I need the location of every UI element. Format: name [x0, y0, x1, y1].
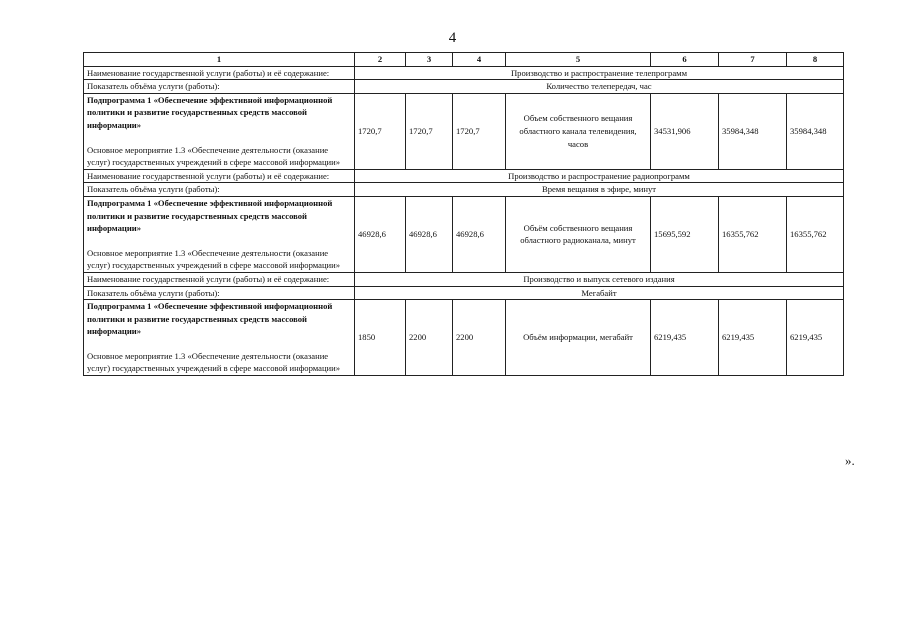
service-name-label: Наименование государственной услуги (работы) и её содержание:	[84, 66, 355, 80]
header-cell-1: 1	[84, 53, 355, 67]
value-col7: 6219,435	[719, 300, 787, 376]
service-name-value: Производство и распространение телепрограмм	[355, 66, 844, 80]
header-cell-3: 3	[406, 53, 453, 67]
service-name-row	[84, 66, 844, 80]
indicator-row	[84, 183, 844, 197]
program-cell	[84, 196, 355, 272]
activity-text: Основное мероприятие 1.3 «Обеспечение деятельности (оказание услуг) государственных учреждений в сфере массовой информации»	[87, 247, 341, 271]
program-cell	[84, 300, 355, 376]
header-row	[84, 53, 844, 67]
activity-text: Основное мероприятие 1.3 «Обеспечение деятельности (оказание услуг) государственных учреждений в сфере массовой информации»	[87, 144, 341, 168]
header-cell-2: 2	[355, 53, 406, 67]
program-title: Подпрограмма 1 «Обеспечение эффективной информационной политики и развитие государственных средств массовой информации»	[87, 94, 333, 130]
service-name-row	[84, 272, 844, 286]
value-col8: 16355,762	[787, 196, 844, 272]
volume-description: Объем собственного вещания областного канала телевидения, часов	[506, 93, 651, 169]
program-title: Подпрограмма 1 «Обеспечение эффективной информационной политики и развитие государственных средств массовой информации»	[87, 197, 333, 234]
value-col2: 1850	[355, 300, 406, 376]
program-title: Подпрограмма 1 «Обеспечение эффективной информационной политики и развитие государственных средств массовой информации»	[87, 301, 333, 337]
indicator-value: Время вещания в эфире, минут	[355, 183, 844, 197]
value-col2: 1720,7	[355, 93, 406, 169]
value-col7: 35984,348	[719, 93, 787, 169]
value-col7: 16355,762	[719, 196, 787, 272]
service-name-label: Наименование государственной услуги (работы) и её содержание:	[84, 169, 355, 183]
value-col4: 2200	[453, 300, 506, 376]
service-name-value: Производство и выпуск сетевого издания	[355, 272, 844, 286]
service-name-value: Производство и распространение радиопрограмм	[355, 169, 844, 183]
value-col6: 6219,435	[651, 300, 719, 376]
value-col3: 2200	[406, 300, 453, 376]
program-cell	[84, 93, 355, 169]
header-cell-5: 5	[506, 53, 651, 67]
value-col8: 35984,348	[787, 93, 844, 169]
header-cell-6: 6	[651, 53, 719, 67]
value-col8: 6219,435	[787, 300, 844, 376]
indicator-row	[84, 80, 844, 94]
value-col4: 46928,6	[453, 196, 506, 272]
indicator-label: Показатель объёма услуги (работы):	[84, 80, 355, 94]
service-name-row	[84, 169, 844, 183]
program-row	[84, 300, 844, 376]
header-cell-4: 4	[453, 53, 506, 67]
services-table	[83, 52, 844, 376]
indicator-label: Показатель объёма услуги (работы):	[84, 183, 355, 197]
value-col2: 46928,6	[355, 196, 406, 272]
page-number: 4	[448, 30, 457, 46]
indicator-label: Показатель объёма услуги (работы):	[84, 286, 355, 300]
activity-text: Основное мероприятие 1.3 «Обеспечение деятельности (оказание услуг) государственных учреждений в сфере массовой информации»	[87, 350, 341, 374]
program-row	[84, 93, 844, 169]
indicator-row	[84, 286, 844, 300]
value-col6: 15695,592	[651, 196, 719, 272]
value-col6: 34531,906	[651, 93, 719, 169]
volume-description: Объём информации, мегабайт	[506, 300, 651, 376]
value-col3: 46928,6	[406, 196, 453, 272]
indicator-value: Количество телепередач, час	[355, 80, 844, 94]
value-col3: 1720,7	[406, 93, 453, 169]
service-name-label: Наименование государственной услуги (работы) и её содержание:	[84, 272, 355, 286]
value-col4: 1720,7	[453, 93, 506, 169]
header-cell-7: 7	[719, 53, 787, 67]
closing-quote-mark: ».	[845, 453, 855, 468]
program-row	[84, 196, 844, 272]
header-cell-8: 8	[787, 53, 844, 67]
indicator-value: Мегабайт	[355, 286, 844, 300]
volume-description: Объём собственного вещания областного радиоканала, минут	[506, 196, 651, 272]
